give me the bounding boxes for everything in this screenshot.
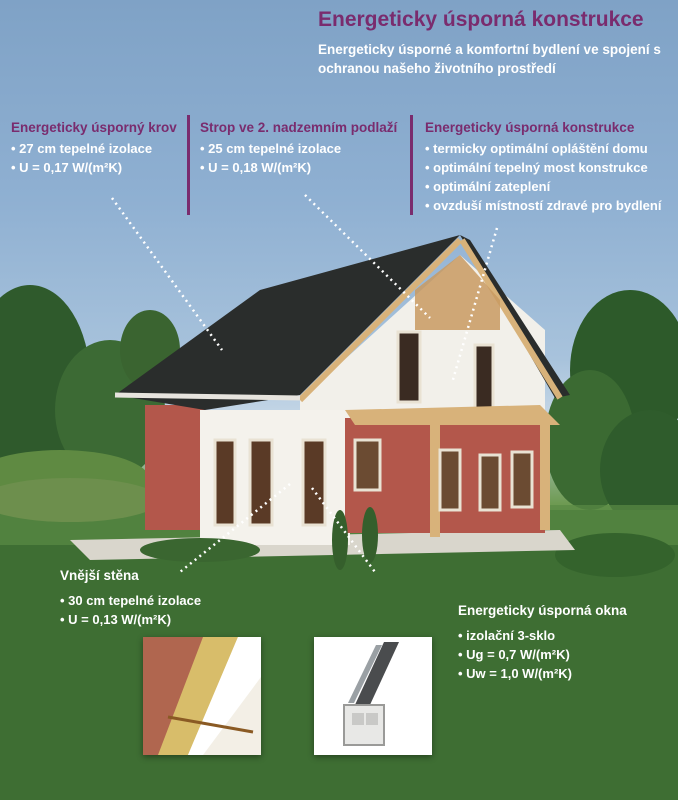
window-profile-sample bbox=[314, 637, 432, 755]
wall-insulation-sample bbox=[143, 637, 261, 755]
ceiling-item: • 25 cm tepelné izolace bbox=[200, 139, 397, 158]
roof-section bbox=[11, 120, 177, 177]
separator-2 bbox=[410, 115, 413, 215]
wall-heading: Vnější stěna bbox=[60, 568, 139, 583]
windows-heading: Energeticky úsporná okna bbox=[458, 603, 627, 618]
construction-item: • termicky optimální opláštění domu bbox=[425, 139, 661, 158]
windows-section bbox=[458, 603, 627, 683]
construction-section bbox=[425, 120, 661, 215]
windows-item: • Ug = 0,7 W/(m²K) bbox=[458, 645, 627, 664]
roof-item: • 27 cm tepelné izolace bbox=[11, 139, 177, 158]
windows-item: • izolační 3-sklo bbox=[458, 626, 627, 645]
ceiling-heading: Strop ve 2. nadzemním podlaží bbox=[200, 120, 398, 135]
wall-item: • U = 0,13 W/(m²K) bbox=[60, 610, 201, 629]
construction-item: • optimální zateplení bbox=[425, 177, 661, 196]
ceiling-section bbox=[200, 120, 397, 177]
windows-item: • Uw = 1,0 W/(m²K) bbox=[458, 664, 627, 683]
separator-1 bbox=[187, 115, 190, 215]
trees-right bbox=[545, 290, 678, 530]
wall-section bbox=[60, 568, 201, 629]
wall-item: • 30 cm tepelné izolace bbox=[60, 591, 201, 610]
page-subtitle: Energeticky úsporné a komfortní bydlení ve spojení s ochranou našeho životního prostředí bbox=[318, 42, 661, 76]
roof-heading: Energeticky úsporný krov bbox=[11, 120, 177, 135]
roof-item: • U = 0,17 W/(m²K) bbox=[11, 158, 177, 177]
page-title: Energeticky úsporná konstrukce bbox=[318, 8, 644, 31]
construction-item: • optimální tepelný most konstrukce bbox=[425, 158, 661, 177]
red-wall-left bbox=[145, 405, 205, 530]
construction-heading: Energeticky úsporná konstrukce bbox=[425, 120, 635, 135]
construction-item: • ovzduší místností zdravé pro bydlení bbox=[425, 196, 661, 215]
ceiling-item: • U = 0,18 W/(m²K) bbox=[200, 158, 397, 177]
